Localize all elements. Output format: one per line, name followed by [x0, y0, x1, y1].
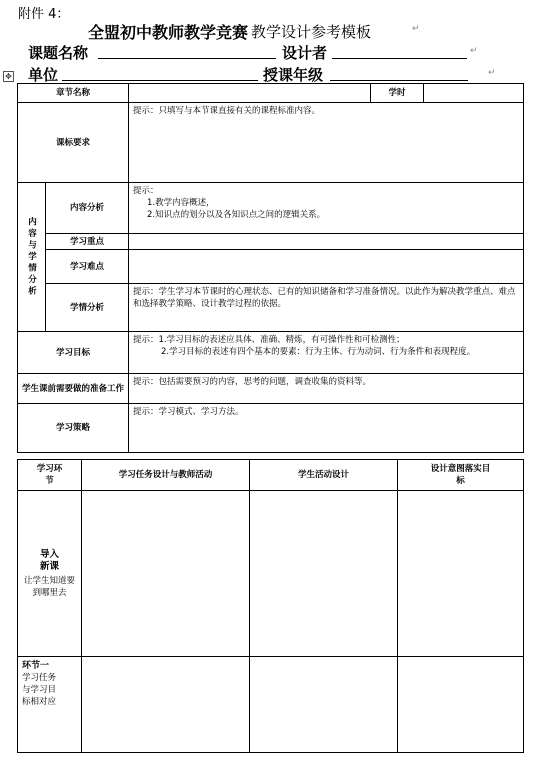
return-mark-icon: ↵	[412, 24, 420, 34]
designer-input-line[interactable]	[332, 58, 467, 59]
difficult-label: 学习难点	[46, 250, 129, 284]
strategy-label: 学习策略	[18, 404, 129, 453]
content-hint-2: 1.教学内容概述，	[147, 198, 215, 208]
content-hint-cell[interactable]	[129, 183, 524, 234]
hours-label: 学时	[371, 84, 424, 103]
stage2-cell[interactable]	[18, 657, 82, 753]
content-hint-3: 2.知识点的划分以及各知识点之间的逻辑关系。	[147, 210, 326, 220]
stage2-intent-input[interactable]	[398, 657, 524, 753]
student-hint[interactable]: 提示：学生学习本节课时的心理状态、已有的知识储备和学习准备情况。以此作为解决教学重点、难点和选择教学策略、设计教学过程的依据。	[129, 284, 524, 332]
content-hint-1: 提示：	[133, 186, 159, 196]
difficult-row	[18, 250, 524, 284]
chapter-input[interactable]	[129, 84, 371, 103]
stage1-row	[18, 491, 524, 657]
key-input[interactable]	[129, 234, 524, 250]
prep-hint[interactable]: 提示：包括需要预习的内容，思考的问题，调查收集的资料等。	[129, 374, 524, 404]
col-task-header: 学习任务设计与教师活动	[82, 460, 250, 491]
goal-hint-1: 提示：1.学习目标的表述应具体、准确、精炼，有可操作性和可检测性；	[133, 335, 405, 345]
student-label: 学情分析	[46, 284, 129, 332]
standard-row	[18, 103, 524, 183]
key-row	[18, 234, 524, 250]
content-row	[18, 183, 524, 234]
unit-label: 单位	[28, 66, 59, 84]
stage1-title: 导入新课	[39, 548, 59, 572]
stage1-cell[interactable]	[18, 491, 82, 657]
course-label: 课题名称	[28, 44, 89, 62]
col-intent-header: 设计意图落实目标	[398, 460, 524, 491]
title-main: 全盟初中教师教学竞赛	[88, 23, 249, 42]
title-sub: 教学设计参考模板	[251, 23, 372, 41]
grade-label: 授课年级	[263, 66, 324, 84]
col-activity-header: 学生活动设计	[250, 460, 398, 491]
goal-hint-cell[interactable]	[129, 332, 524, 374]
stage1-intent-input[interactable]	[398, 491, 524, 657]
stage1-task-input[interactable]	[82, 491, 250, 657]
student-row	[18, 284, 524, 332]
difficult-input[interactable]	[129, 250, 524, 284]
stage2-row	[18, 657, 524, 753]
prep-row	[18, 374, 524, 404]
strategy-hint[interactable]: 提示：学习模式、学习方法。	[129, 404, 524, 453]
stage2-desc: 学习任务与学习目标相对应	[22, 673, 57, 707]
stage1-desc: 让学生知道要到哪里去	[23, 575, 75, 598]
content-label: 内容分析	[46, 183, 129, 234]
design-form-table	[17, 83, 524, 453]
standard-label: 课标要求	[18, 103, 129, 183]
unit-input-line[interactable]	[62, 80, 258, 81]
prep-label: 学生课前需要做的准备工作	[18, 374, 129, 404]
grade-input-line[interactable]	[330, 80, 468, 81]
chapter-label: 章节名称	[18, 84, 129, 103]
course-input-line[interactable]	[98, 58, 276, 59]
stage1-activity-input[interactable]	[250, 491, 398, 657]
standard-hint[interactable]: 提示：只填写与本节课直接有关的课程标准内容。	[129, 103, 524, 183]
return-mark-icon: ↵	[488, 68, 496, 78]
stage2-task-input[interactable]	[82, 657, 250, 753]
designer-label: 设计者	[282, 44, 328, 62]
goal-row	[18, 332, 524, 374]
process-header-row	[18, 460, 524, 491]
goal-label: 学习目标	[18, 332, 129, 374]
stage2-title: 环节一	[22, 661, 50, 671]
strategy-row	[18, 404, 524, 453]
chapter-row	[18, 84, 524, 103]
attachment-label: 附件 4：	[18, 7, 70, 22]
table-move-handle-icon[interactable]: ✥	[3, 71, 14, 82]
process-table	[17, 459, 524, 753]
hours-input[interactable]	[424, 84, 524, 103]
return-mark-icon: ↵	[470, 46, 478, 56]
content-analysis-group-label: 内容与学情分析	[18, 183, 46, 332]
stage2-activity-input[interactable]	[250, 657, 398, 753]
key-label: 学习重点	[46, 234, 129, 250]
col-stage-header: 学习环节	[18, 460, 82, 491]
goal-hint-2: 2.学习目标的表述有四个基本的要素：行为主体、行为动词、行为条件和表现程度。	[161, 347, 476, 357]
